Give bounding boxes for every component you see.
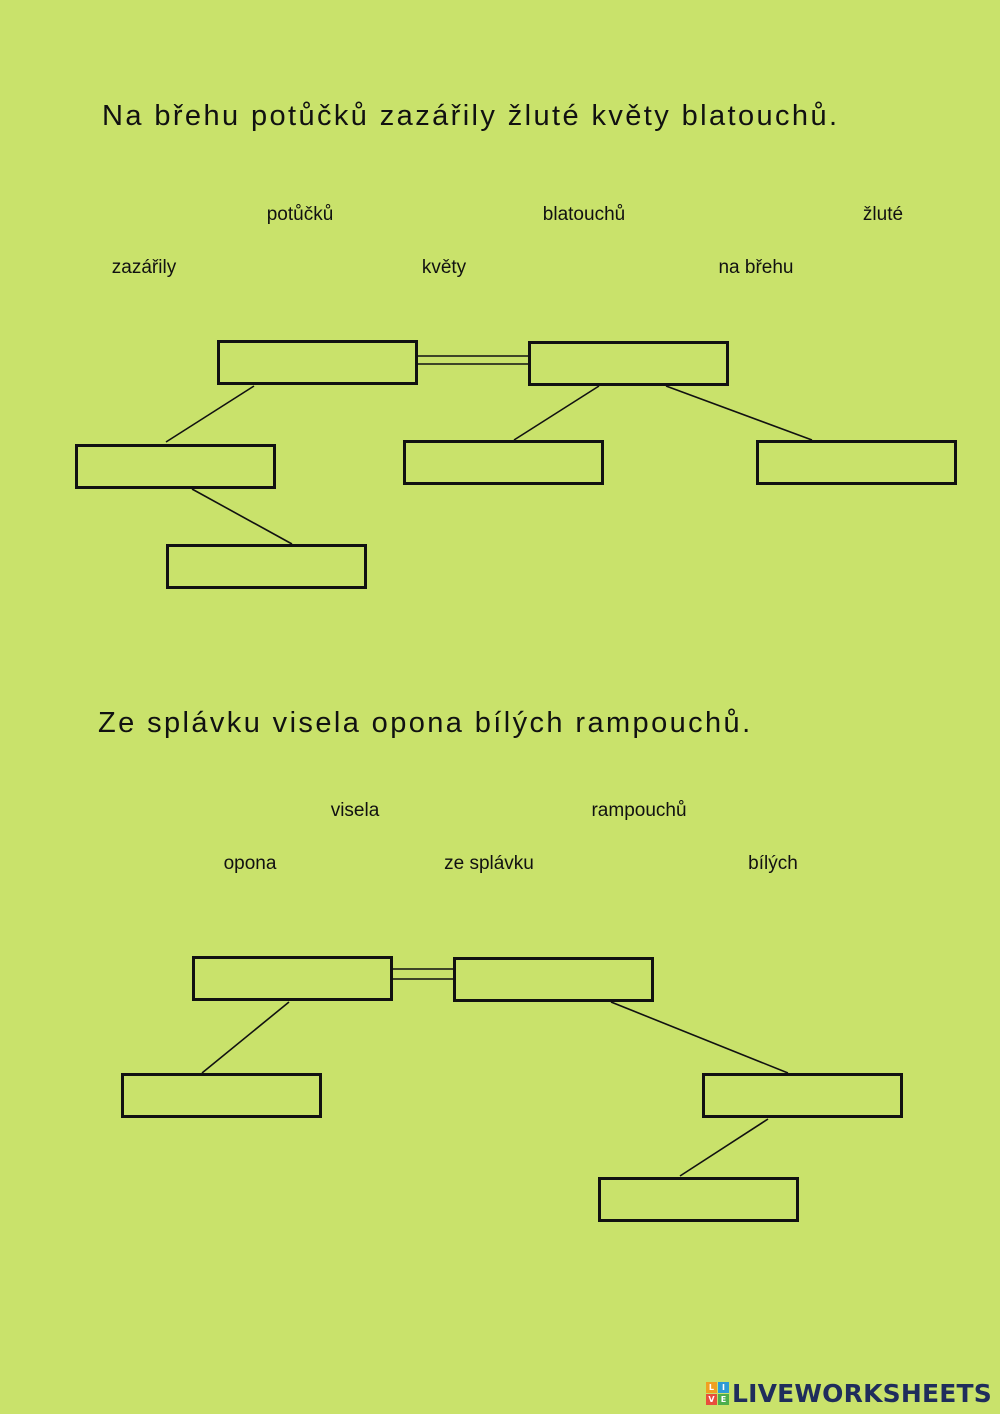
word-card[interactable]: potůčků xyxy=(266,204,334,225)
word-card[interactable]: visela xyxy=(330,800,380,821)
drop-box[interactable] xyxy=(702,1073,903,1118)
logo-mark-icon xyxy=(706,1382,729,1405)
drop-box[interactable] xyxy=(121,1073,322,1118)
connector-line xyxy=(514,386,599,440)
word-card[interactable]: ze splávku xyxy=(444,853,534,874)
drop-box[interactable] xyxy=(166,544,367,589)
drop-box[interactable] xyxy=(403,440,604,485)
logo-letter: V xyxy=(706,1394,717,1405)
sentence-2: Ze splávku visela opona bílých rampouchů. xyxy=(98,707,753,739)
connector-line xyxy=(192,489,292,544)
drop-box[interactable] xyxy=(598,1177,799,1222)
drop-box-predicate[interactable] xyxy=(528,341,729,386)
word-card[interactable]: bílých xyxy=(748,853,798,874)
word-card[interactable]: na břehu xyxy=(718,257,794,278)
connector-line xyxy=(680,1119,768,1176)
word-card[interactable]: žluté xyxy=(862,204,904,225)
logo-text: LIVEWORKSHEETS xyxy=(731,1378,992,1408)
sentence-1: Na břehu potůčků zazářily žluté květy blatouchů. xyxy=(102,100,840,132)
drop-box-subject[interactable] xyxy=(217,340,418,385)
logo-letter: L xyxy=(706,1382,717,1393)
liveworksheets-logo xyxy=(706,1378,992,1408)
connector-line xyxy=(202,1002,289,1073)
connector-line xyxy=(166,386,254,442)
word-card[interactable]: blatouchů xyxy=(542,204,626,225)
drop-box[interactable] xyxy=(75,444,276,489)
drop-box[interactable] xyxy=(756,440,957,485)
logo-letter: E xyxy=(718,1394,729,1405)
word-card[interactable]: zazářily xyxy=(111,257,177,278)
word-card[interactable]: rampouchů xyxy=(591,800,687,821)
word-card[interactable]: květy xyxy=(421,257,467,278)
word-card[interactable]: opona xyxy=(223,853,277,874)
connector-line xyxy=(666,386,812,440)
logo-letter: I xyxy=(718,1382,729,1393)
drop-box-predicate[interactable] xyxy=(453,957,654,1002)
drop-box-subject[interactable] xyxy=(192,956,393,1001)
connector-line xyxy=(611,1002,788,1073)
